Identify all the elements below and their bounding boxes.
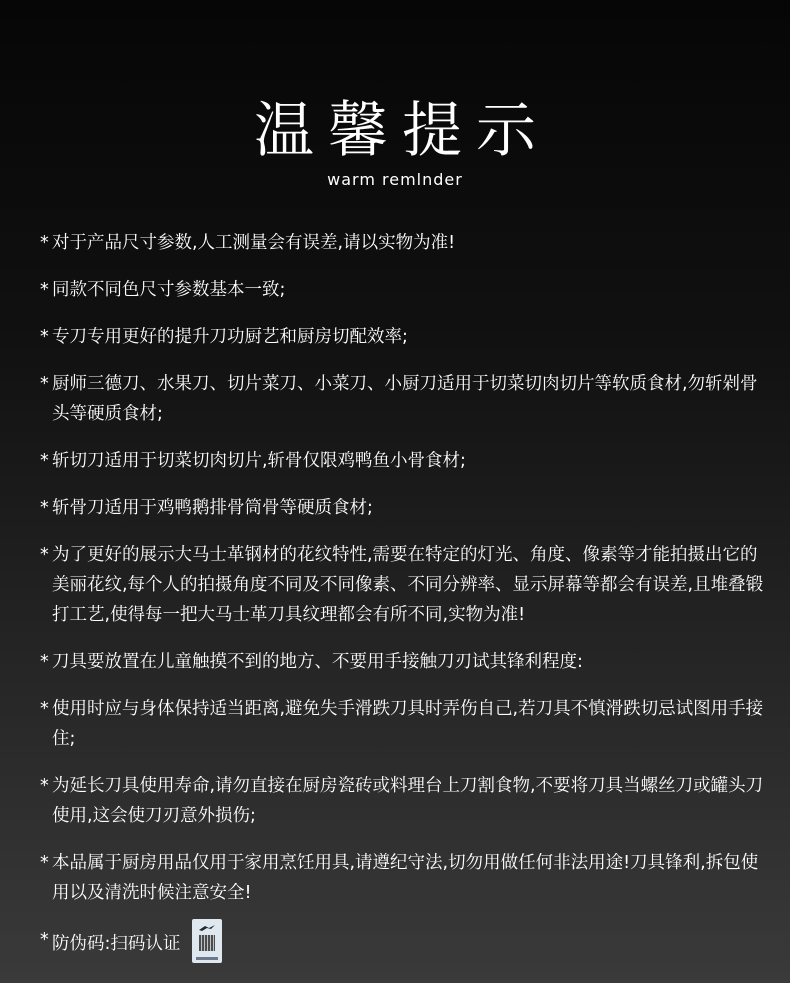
list-item-text: 为延长刀具使用寿命,请勿直接在厨房瓷砖或料理台上刀割食物,不要将刀具当螺丝刀或罐头刀使用,这会使刀刃意外损伤; bbox=[52, 776, 764, 826]
list-item-text: 斩切刀适用于切菜切肉切片,斩骨仅限鸡鸭鱼小骨食材; bbox=[52, 451, 466, 471]
list-item bbox=[40, 771, 770, 831]
bullet-star: * bbox=[40, 776, 49, 796]
bullet-star: * bbox=[40, 280, 49, 300]
badge-caption-bar bbox=[196, 957, 218, 960]
bullet-star: * bbox=[40, 652, 49, 672]
list-item bbox=[40, 275, 770, 305]
list-item bbox=[40, 848, 770, 908]
list-item-text: 厨师三德刀、水果刀、切片菜刀、小菜刀、小厨刀适用于切菜切肉切片等软质食材,勿斩剁骨头等硬质食材; bbox=[52, 374, 758, 424]
bullet-star: * bbox=[40, 930, 49, 950]
anti-fake-row bbox=[52, 925, 770, 963]
page-subtitle: warm remlnder bbox=[327, 170, 463, 189]
list-item bbox=[40, 228, 770, 258]
list-item-text: 为了更好的展示大马士革钢材的花纹特性,需要在特定的灯光、角度、像素等才能拍摄出它的美丽花纹,每个人的拍摄角度不同及不同像素、不同分辨率、显示屏幕等都会有误差,且堆叠锻打工艺,使得每一把大马士革刀具纹理都会有所不同,实物为准! bbox=[52, 545, 764, 625]
brand-logo-icon bbox=[198, 924, 216, 932]
reminder-list bbox=[40, 228, 770, 980]
list-item-text: 使用时应与身体保持适当距离,避免失手滑跌刀具时弄伤自己,若刀具不慎滑跌切忌试图用手接住; bbox=[52, 699, 764, 749]
list-item bbox=[40, 540, 770, 630]
list-item-text: 刀具要放置在儿童触摸不到的地方、不要用手接触刀刃试其锋利程度: bbox=[52, 652, 583, 672]
qr-code-icon bbox=[199, 935, 215, 951]
anti-fake-item bbox=[40, 925, 770, 963]
list-item-text: 专刀专用更好的提升刀功厨艺和厨房切配效率; bbox=[52, 327, 408, 347]
anti-fake-label: 防伪码:扫码认证 bbox=[52, 934, 181, 954]
bullet-star: * bbox=[40, 327, 49, 347]
bullet-star: * bbox=[40, 545, 49, 565]
list-item bbox=[40, 369, 770, 429]
list-item-text: 斩骨刀适用于鸡鸭鹅排骨筒骨等硬质食材; bbox=[52, 498, 373, 518]
list-item bbox=[40, 493, 770, 523]
bullet-star: * bbox=[40, 233, 49, 253]
list-item-text: 对于产品尺寸参数,人工测量会有误差,请以实物为准! bbox=[52, 233, 456, 253]
bullet-star: * bbox=[40, 374, 49, 394]
bullet-star: * bbox=[40, 853, 49, 873]
bullet-star: * bbox=[40, 451, 49, 471]
list-item bbox=[40, 694, 770, 754]
list-item bbox=[40, 446, 770, 476]
list-item bbox=[40, 647, 770, 677]
bullet-star: * bbox=[40, 699, 49, 719]
bullet-star: * bbox=[40, 498, 49, 518]
anti-counterfeit-qr-badge-icon[interactable] bbox=[192, 919, 222, 963]
list-item-text: 本品属于厨房用品仅用于家用烹饪用具,请遵纪守法,切勿用做任何非法用途!刀具锋利,拆包使用以及清洗时候注意安全! bbox=[52, 853, 759, 903]
page-title: 温馨提示 bbox=[254, 96, 550, 166]
list-item bbox=[40, 322, 770, 352]
list-item-text: 同款不同色尺寸参数基本一致; bbox=[52, 280, 286, 300]
